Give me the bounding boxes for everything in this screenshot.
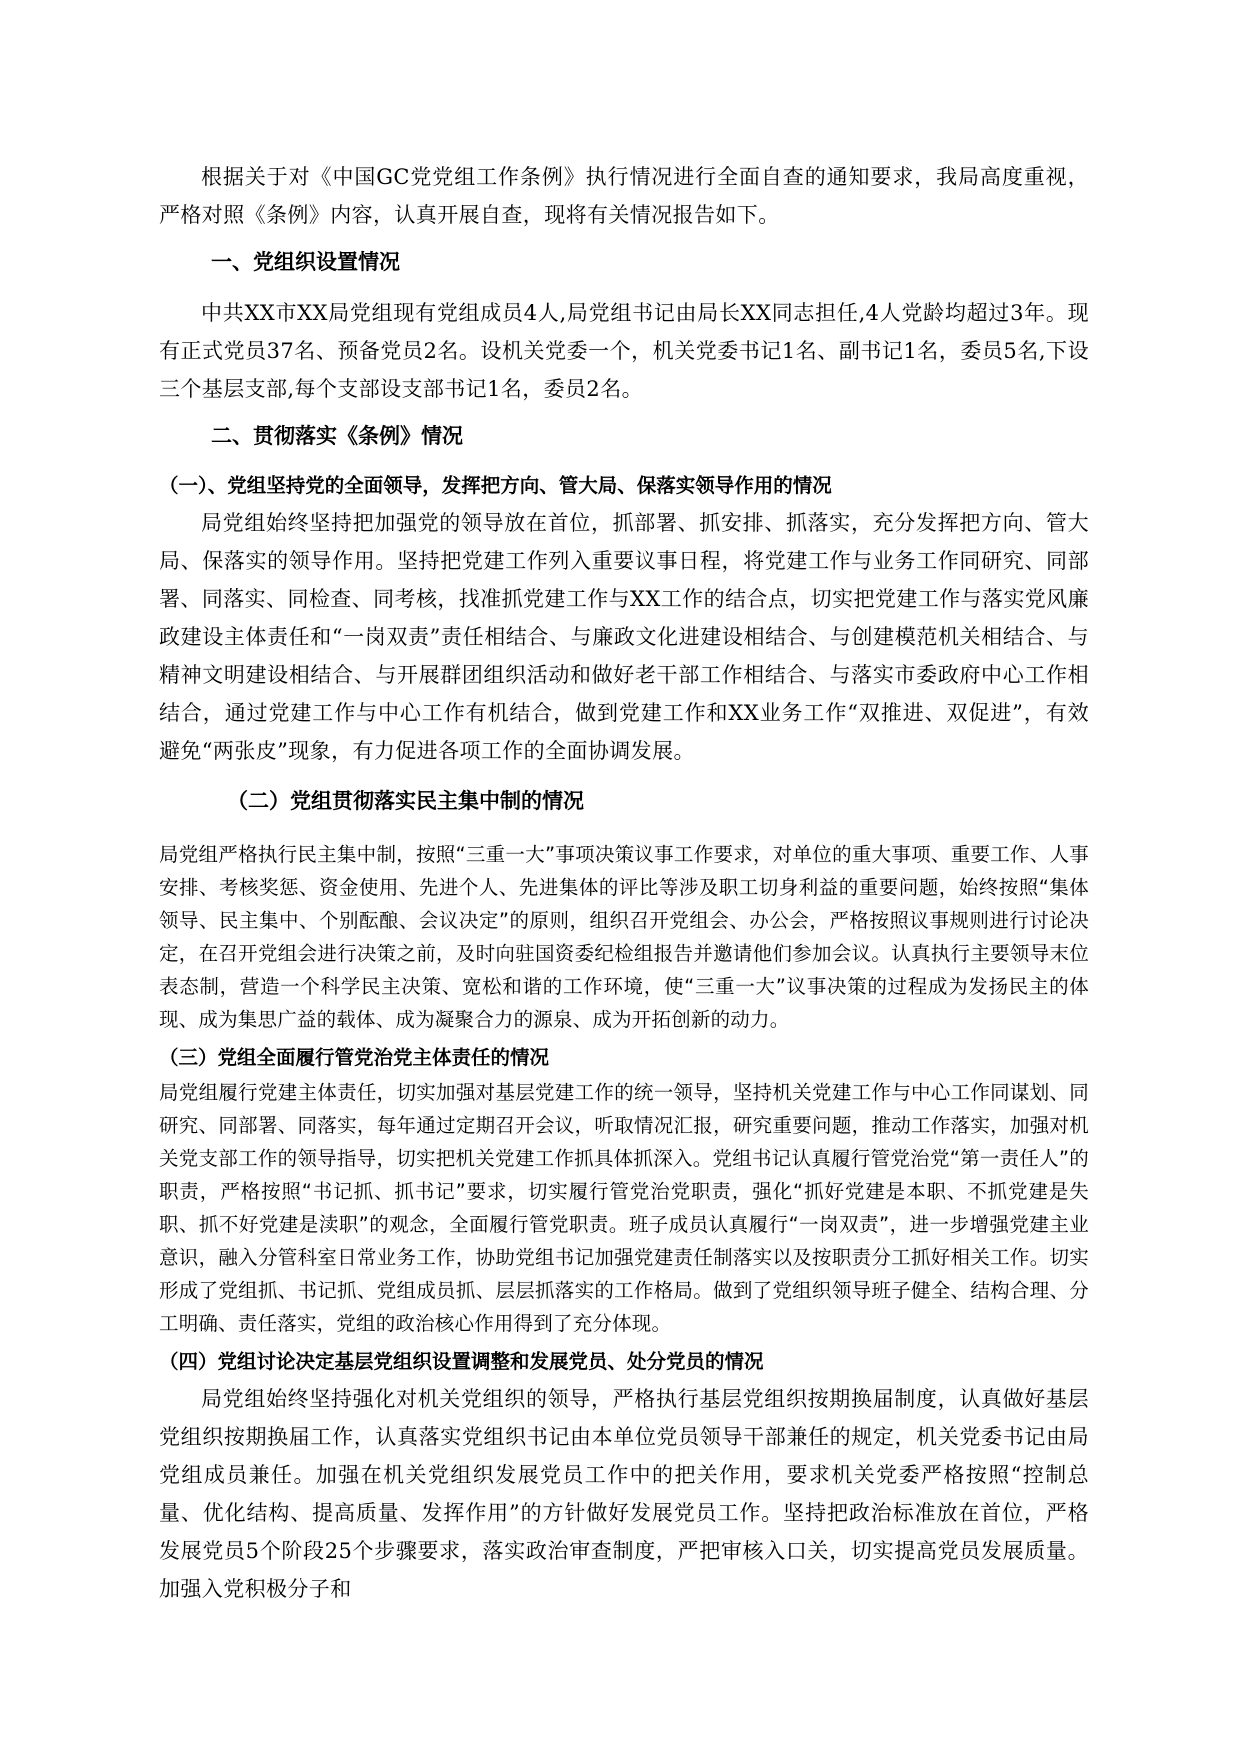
intro-paragraph: 根据关于对《中国GC党党组工作条例》执行情况进行全面自查的通知要求，我局高度重视，严格对照《条例》内容，认真开展自查，现将有关情况报告如下。 [159, 165, 1089, 227]
section-paragraph-org-setup: 中共XX市XX局党组现有党组成员4人,局党组书记由局长XX同志担任,4人党龄均超过3年。现有正式党员37名、预备党员2名。设机关党委一个，机关党委书记1名、副书记1名，委员5名,下设三个基层支部,每个支部设支部书记1名，委员2名。 [159, 301, 1089, 401]
subsection-paragraph-3: 局党组履行党建主体责任，切实加强对基层党建工作的统一领导，坚持机关党建工作与中心工作同谋划、同研究、同部署、同落实，每年通过定期召开会议，听取情况汇报，研究重要问题，推动工作落实，加强对机关党支部工作的领导指导，切实把机关党建工作抓具体抓深入。党组书记认真履行管党治党“第一责任人”的职责，严格按照“书记抓、抓书记”要求，切实履行管党治党职责，强化“抓好党建是本职、不抓党建是失职、抓不好党建是渎职”的观念，全面履行管党职责。班子成员认真履行“一岗双责”，进一步增强党建主业意识，融入分管科室日常业务工作，协助党组书记加强党建责任制落实以及按职责分工抓好相关工作。切实形成了党组抓、书记抓、党组成员抓、层层抓落实的工作格局。做到了党组织领导班子健全、结构合理、分工明确、责任落实，党组的政治核心作用得到了充分体现。 [159, 1081, 1089, 1335]
subsection-heading-1: （一）、党组坚持党的全面领导，发挥把方向、管大局、保落实领导作用的情况 [159, 474, 832, 497]
subsection-paragraph-2: 局党组严格执行民主集中制，按照“三重一大”事项决策议事工作要求，对单位的重大事项、重要工作、人事安排、考核奖惩、资金使用、先进个人、先进集体的评比等涉及职工切身利益的重要问题，始终按照“集体领导、民主集中、个别酝酿、会议决定”的原则，组织召开党组会、办公会，严格按照议事规则进行讨论决定，在召开党组会进行决策之前，及时向驻国资委纪检组报告并邀请他们参加会议。认真执行主要领导末位表态制，营造一个科学民主决策、宽松和谐的工作环境，使“三重一大”议事决策的过程成为发扬民主的体现、成为集思广益的载体、成为凝聚合力的源泉、成为开拓创新的动力。 [159, 843, 1089, 1031]
section-heading-org-setup: 一、党组织设置情况 [211, 250, 400, 274]
subsection-paragraph-1: 局党组始终坚持把加强党的领导放在首位，抓部署、抓安排、抓落实，充分发挥把方向、管大局、保落实的领导作用。坚持把党建工作列入重要议事日程，将党建工作与业务工作同研究、同部署、同落实、同检查、同考核，找准抓党建工作与XX工作的结合点，切实把党建工作与落实党风廉政建设主体责任和“一岗双责”责任相结合、与廉政文化进建设相结合、与创建模范机关相结合、与精神文明建设相结合、与开展群团组织活动和做好老干部工作相结合、与落实市委政府中心工作相结合，通过党建工作与中心工作有机结合，做到党建工作和XX业务工作“双推进、双促进”，有效避免“两张皮”现象，有力促进各项工作的全面协调发展。 [159, 511, 1089, 763]
subsection-heading-2: （二）党组贯彻落实民主集中制的情况 [227, 789, 584, 813]
section-heading-implementation: 二、贯彻落实《条例》情况 [211, 424, 463, 448]
subsection-heading-4: （四）党组讨论决定基层党组织设置调整和发展党员、处分党员的情况 [159, 1350, 764, 1373]
subsection-heading-3: （三）党组全面履行管党治党主体责任的情况 [159, 1046, 550, 1069]
document-body [159, 158, 1089, 1608]
subsection-paragraph-4: 局党组始终坚持强化对机关党组织的领导，严格执行基层党组织按期换届制度，认真做好基层党组织按期换届工作，认真落实党组织书记由本单位党员领导干部兼任的规定，机关党委书记由局党组成员兼任。加强在机关党组织发展党员工作中的把关作用，要求机关党委严格按照“控制总量、优化结构、提高质量、发挥作用”的方针做好发展党员工作。坚持把政治标准放在首位，严格发展党员5个阶段25个步骤要求，落实政治审查制度，严把审核入口关，切实提高党员发展质量。加强入党积极分子和 [159, 1387, 1089, 1601]
